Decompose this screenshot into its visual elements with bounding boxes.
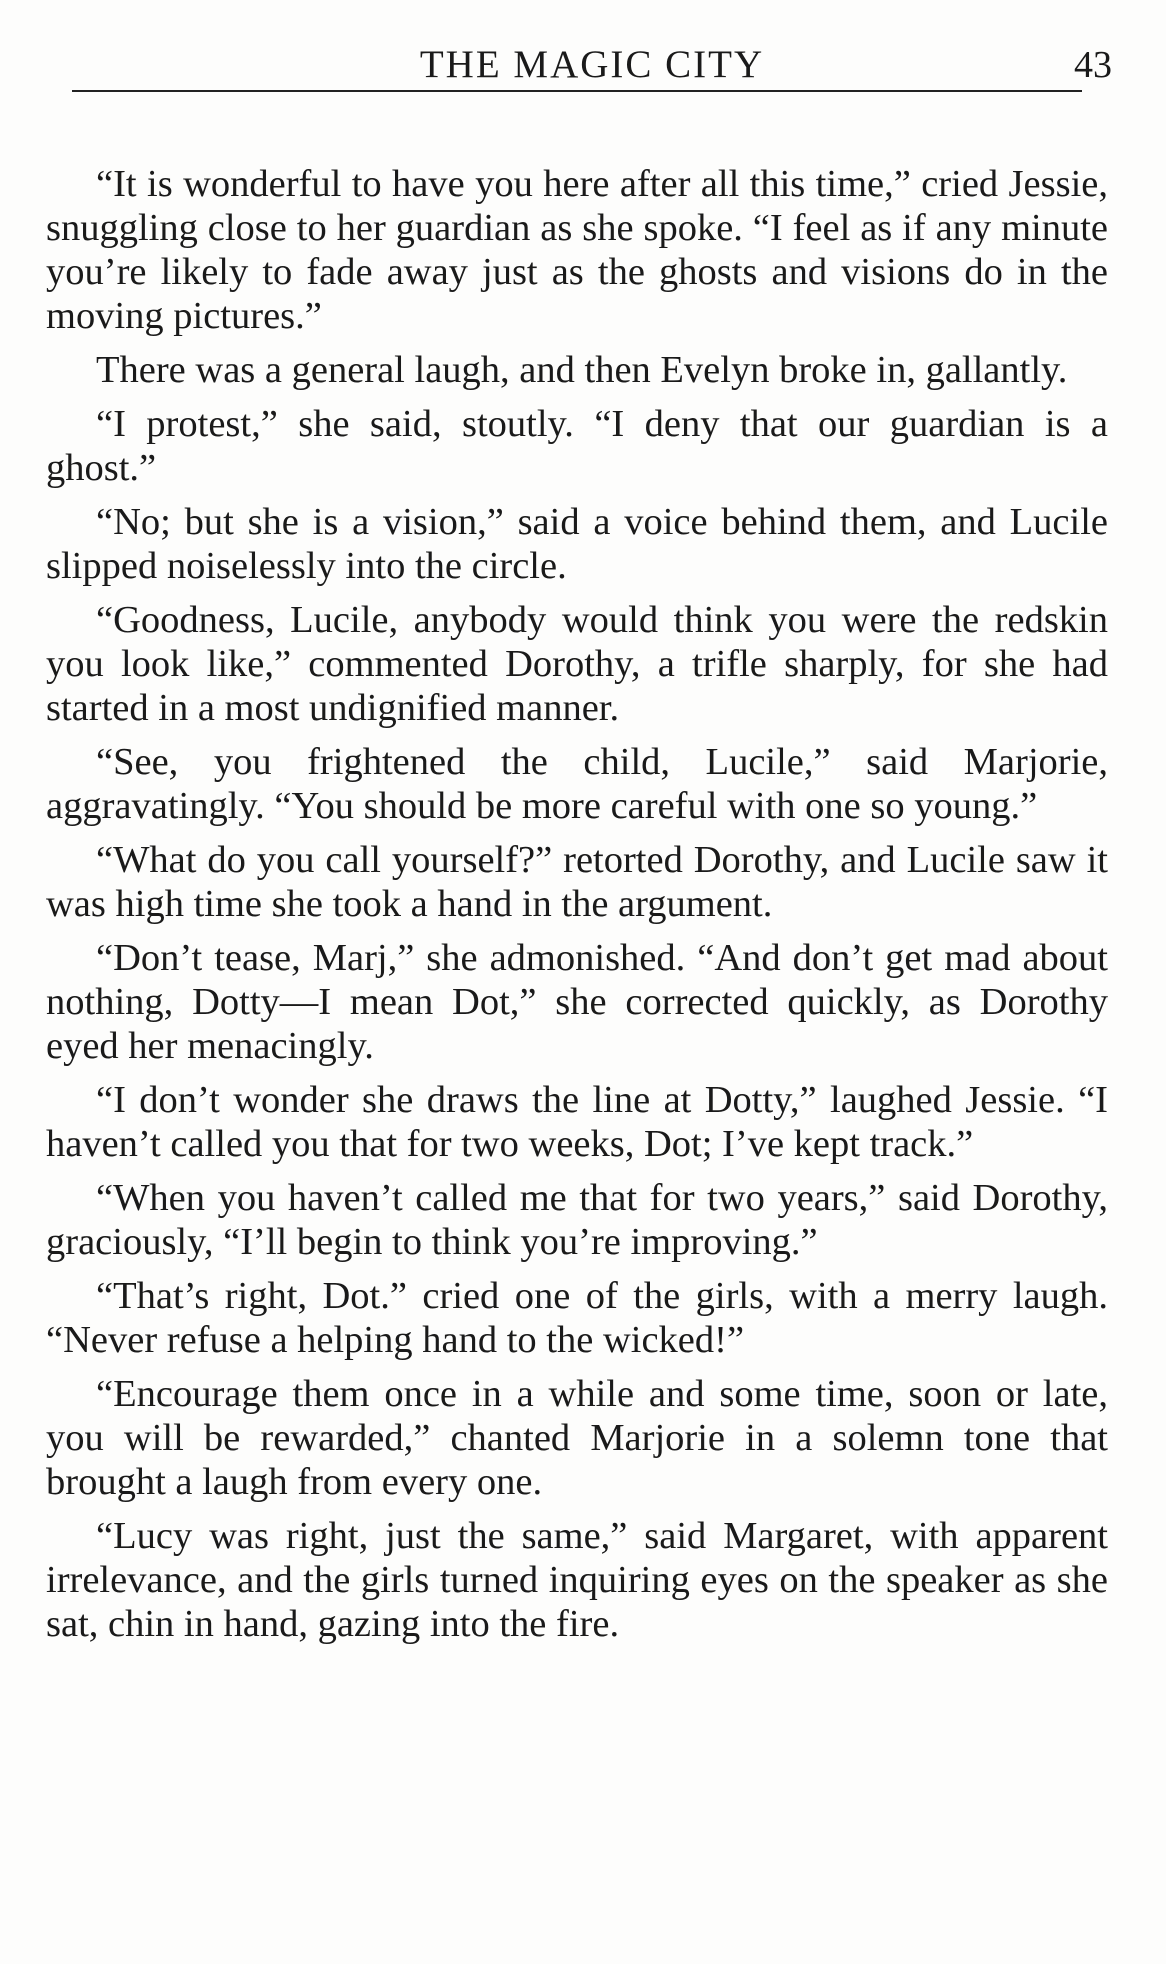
running-title: THE MAGIC CITY — [419, 43, 765, 86]
paragraph: “No; but she is a vision,” said a voice behind them, and Lucile slipped noiselessly into the circle. — [46, 501, 1108, 587]
running-head — [72, 36, 1112, 94]
paragraph: “I protest,” she said, stoutly. “I deny that our guardian is a ghost.” — [46, 403, 1108, 489]
paragraph: “It is wonderful to have you here after all this time,” cried Jessie, snuggling close to her guardian as she spoke. “I feel as if any minute you’re likely to fade away just as the ghosts and visions do in the moving pictures.” — [46, 163, 1108, 337]
body-text — [46, 162, 1108, 1656]
paragraph: There was a general laugh, and then Evelyn broke in, gallantly. — [96, 349, 1068, 391]
paragraph: “Lucy was right, just the same,” said Margaret, with apparent irrelevance, and the girls turned inquiring eyes on the speaker as she sat, chin in hand, gazing into the fire. — [46, 1515, 1108, 1645]
paragraph: “When you haven’t called me that for two years,” said Dorothy, graciously, “I’ll begin to think you’re improving.” — [46, 1177, 1108, 1263]
header-rule — [72, 90, 1082, 92]
paragraph: “See, you frightened the child, Lucile,” said Marjorie, aggravatingly. “You should be more careful with one so young.” — [46, 741, 1108, 827]
paragraph: “I don’t wonder she draws the line at Dotty,” laughed Jessie. “I haven’t called you that for two weeks, Dot; I’ve kept track.” — [46, 1079, 1108, 1165]
paragraph: “That’s right, Dot.” cried one of the girls, with a merry laugh. “Never refuse a helping hand to the wicked!” — [46, 1275, 1108, 1361]
paragraph: “What do you call yourself?” retorted Dorothy, and Lucile saw it was high time she took a hand in the argument. — [46, 839, 1108, 925]
page-number: 43 — [1074, 44, 1112, 86]
paragraph: “Don’t tease, Marj,” she admonished. “And don’t get mad about nothing, Dotty—I mean Dot,” she corrected quickly, as Dorothy eyed her menacingly. — [46, 937, 1108, 1067]
paragraph: “Encourage them once in a while and some time, soon or late, you will be rewarded,” chanted Marjorie in a solemn tone that brought a laugh from every one. — [46, 1373, 1108, 1503]
paragraph: “Goodness, Lucile, anybody would think you were the redskin you look like,” commented Dorothy, a trifle sharply, for she had started in a most undignified manner. — [46, 599, 1108, 729]
